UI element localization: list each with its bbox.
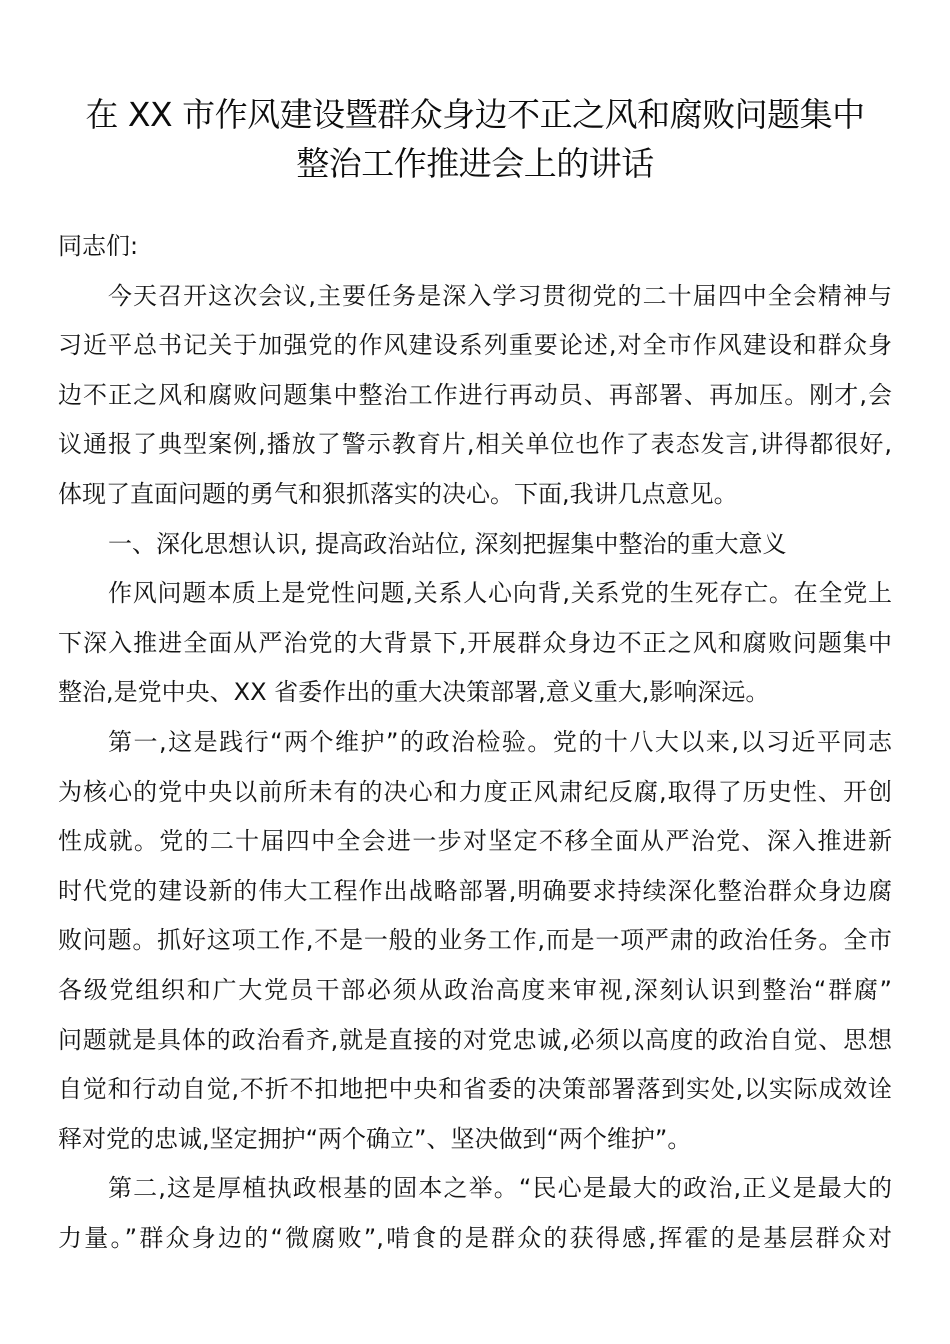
text-line: 议通报了典型案例,播放了警示教育片,相关单位也作了表态发言,讲得都很好, [58,430,892,459]
paragraph-opening [58,272,892,520]
paragraph-essence [58,569,892,718]
text-line: 边不正之风和腐败问题集中整治工作进行再动员、再部署、再加压。刚才,会 [58,380,892,409]
paragraph-first-point [58,718,892,1164]
text-line: 时代党的建设新的伟大工程作出战略部署,明确要求持续深化整治群众身边腐 [58,876,892,905]
document-body [58,222,892,1263]
text-line: 整治,是党中央、XX 省委作出的重大决策部署,意义重大,影响深远。 [58,678,770,707]
text-line: 败问题。抓好这项工作,不是一般的业务工作,而是一项严肃的政治任务。全市 [58,926,892,955]
title-line-1: 在 XX 市作风建设暨群众身边不正之风和腐败问题集中 [85,95,865,135]
salutation: 同志们: [58,232,139,260]
paragraph-second-point [58,1164,892,1263]
text-line: 问题就是具体的政治看齐,就是直接的对党忠诚,必须以高度的政治自觉、思想 [58,1025,892,1054]
text-line: 今天召开这次会议,主要任务是深入学习贯彻党的二十届四中全会精神与 [108,281,892,310]
text-line: 各级党组织和广大党员干部必须从政治高度来审视,深刻认识到整治“群腐” [58,975,892,1004]
text-line: 力量。”群众身边的“微腐败”,啃食的是群众的获得感,挥霍的是基层群众对 [58,1223,892,1252]
text-line: 释对党的忠诚,坚定拥护“两个确立”、坚决做到“两个维护”。 [58,1124,692,1153]
text-line: 习近平总书记关于加强党的作风建设系列重要论述,对全市作风建设和群众身 [58,331,892,360]
section-heading-text: 一、深化思想认识, 提高政治站位, 深刻把握集中整治的重大意义 [108,529,787,558]
text-line: 体现了直面问题的勇气和狠抓落实的决心。下面,我讲几点意见。 [58,479,738,508]
text-line: 作风问题本质上是党性问题,关系人心向背,关系党的生死存亡。在全党上 [108,579,892,608]
section-heading-1 [58,520,892,570]
text-line: 为核心的党中央以前所未有的决心和力度正风肃纪反腐,取得了历史性、开创 [58,777,892,806]
title-line-2: 整治工作推进会上的讲话 [296,144,654,184]
text-line: 性成就。党的二十届四中全会进一步对坚定不移全面从严治党、深入推进新 [58,827,892,856]
text-line: 第一,这是践行“两个维护”的政治检验。党的十八大以来,以习近平同志 [108,727,892,756]
text-line: 下深入推进全面从严治党的大背景下,开展群众身边不正之风和腐败问题集中 [58,628,892,657]
document-title [40,90,910,188]
text-line: 自觉和行动自觉,不折不扣地把中央和省委的决策部署落到实处,以实际成效诠 [58,1075,892,1104]
text-line: 第二,这是厚植执政根基的固本之举。“民心是最大的政治,正义是最大的 [108,1174,892,1203]
